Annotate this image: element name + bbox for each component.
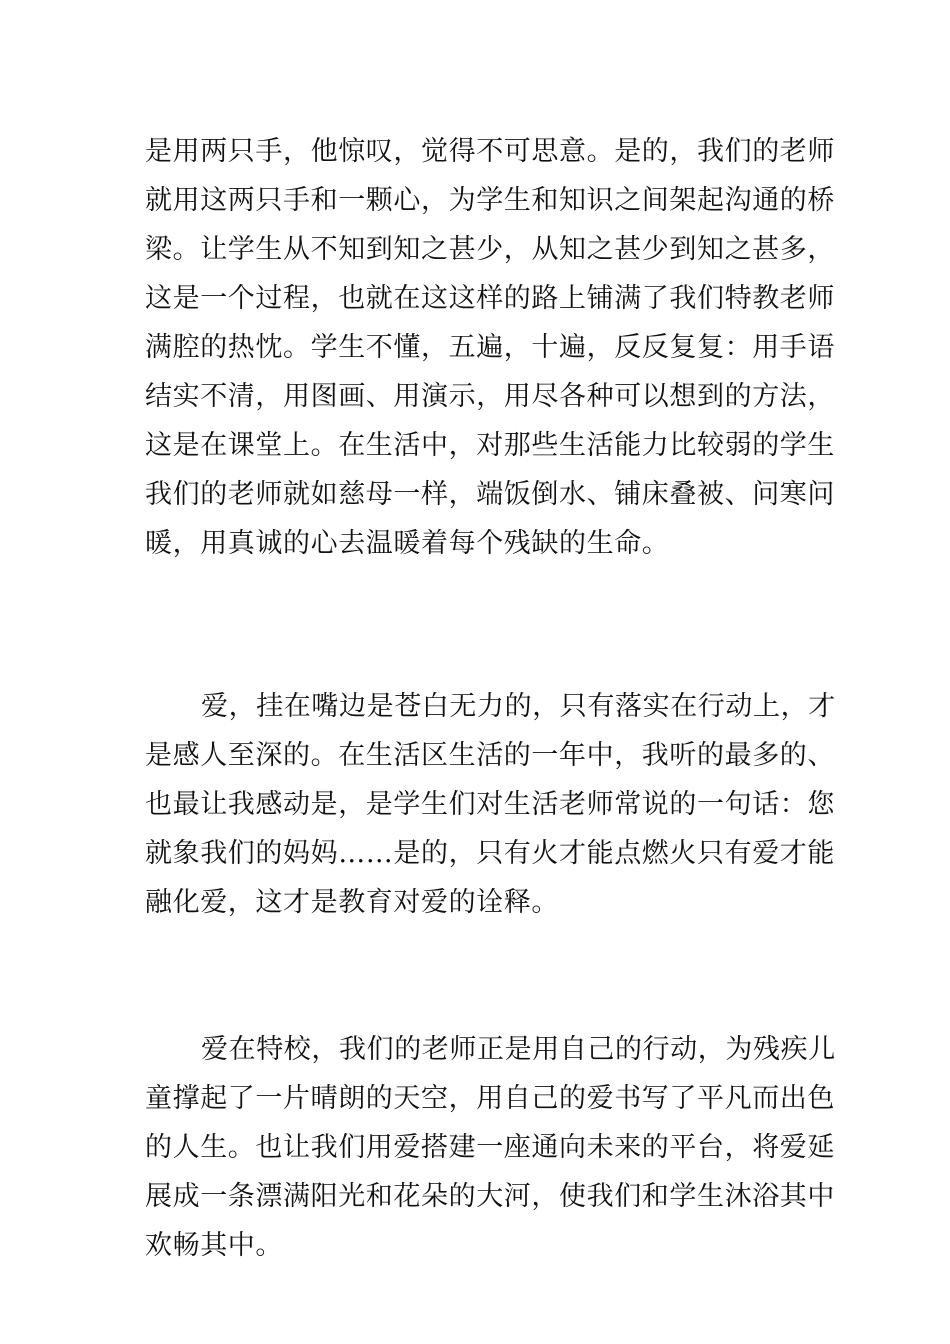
paragraph-line: 结实不清，用图画、用演示，用尽各种可以想到的方法， xyxy=(145,381,835,412)
paragraph-line: 爱在特校，我们的老师正是用自己的行动，为残疾儿 xyxy=(201,1034,836,1065)
paragraph-line: 我们的老师就如慈母一样，端饭倒水、铺床叠被、问寒问 xyxy=(145,479,835,510)
paragraph-line: 满腔的热忱。学生不懂，五遍，十遍，反反复复：用手语 xyxy=(145,332,835,363)
paragraph-line: 暖，用真诚的心去温暖着每个残缺的生命。 xyxy=(145,528,670,559)
document-body xyxy=(145,127,836,1270)
paragraph-line: 这是一个过程，也就在这这样的路上铺满了我们特教老师 xyxy=(145,283,835,314)
paragraph-spacer xyxy=(145,568,807,682)
paragraph-spacer xyxy=(145,927,807,1025)
paragraph-line: 融化爱，这才是教育对爱的诠释。 xyxy=(145,887,559,918)
paragraph-line: 这是在课堂上。在生活中，对那些生活能力比较弱的学生 xyxy=(145,430,835,461)
paragraph-line: 是感人至深的。在生活区生活的一年中，我听的最多的、 xyxy=(145,740,835,771)
paragraph-line: 也最让我感动是，是学生们对生活老师常说的一句话：您 xyxy=(145,789,835,820)
paragraph-1 xyxy=(145,127,835,568)
paragraph-line: 爱，挂在嘴边是苍白无力的，只有落实在行动上，才 xyxy=(201,691,836,722)
paragraph-line: 展成一条漂满阳光和花朵的大河，使我们和学生沐浴其中 xyxy=(145,1181,835,1212)
paragraph-line: 是用两只手，他惊叹，觉得不可思意。是的，我们的老师 xyxy=(145,136,835,167)
paragraph-2 xyxy=(145,682,836,927)
paragraph-line: 欢畅其中。 xyxy=(145,1230,283,1261)
paragraph-line: 童撑起了一片晴朗的天空，用自己的爱书写了平凡而出色 xyxy=(145,1083,835,1114)
paragraph-line: 就用这两只手和一颗心，为学生和知识之间架起沟通的桥 xyxy=(145,185,835,216)
paragraph-line: 梁。让学生从不知到知之甚少，从知之甚少到知之甚多， xyxy=(145,234,835,265)
paragraph-3 xyxy=(145,1025,836,1270)
paragraph-line: 的人生。也让我们用爱搭建一座通向未来的平台，将爱延 xyxy=(145,1132,835,1163)
paragraph-line: 就象我们的妈妈……是的，只有火才能点燃火只有爱才能 xyxy=(145,838,835,869)
